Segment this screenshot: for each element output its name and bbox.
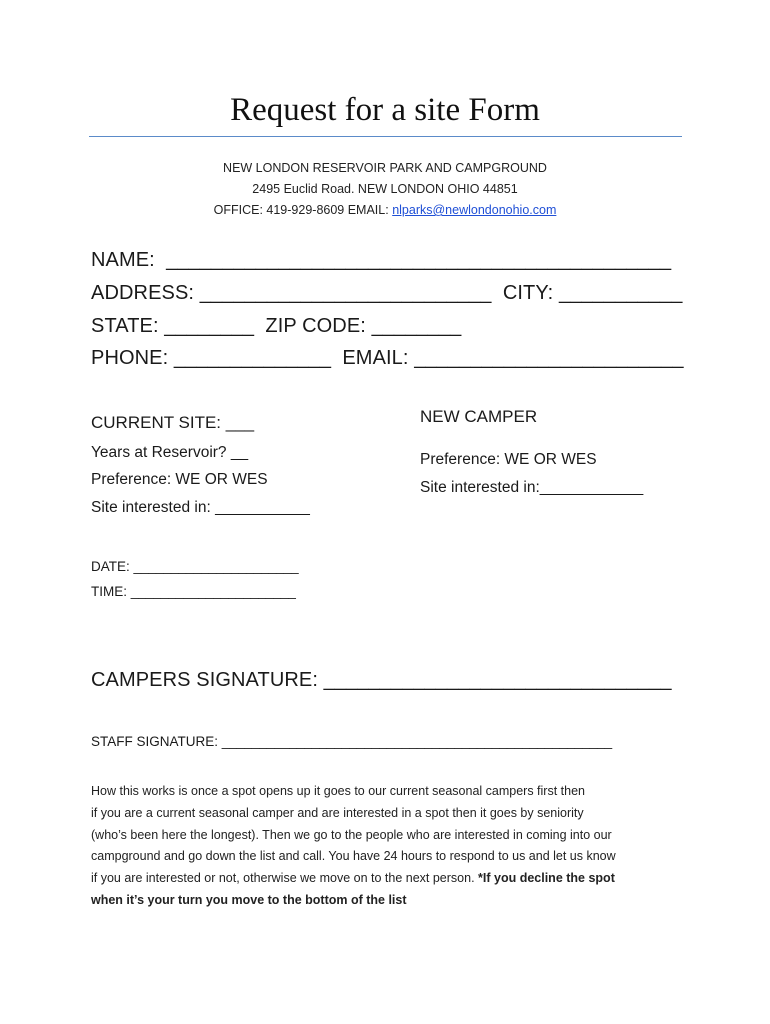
decline-warning: *If you decline the spot — [478, 871, 615, 886]
paragraph-line: (who’s been here the longest). Then we go to the people who are interested in coming into our — [91, 827, 612, 842]
current-preference-field: Preference: WE OR WES — [91, 471, 268, 488]
paragraph-line: How this works is once a spot opens up it goes to our current seasonal campers first then — [91, 784, 585, 798]
park-address: 2495 Euclid Road. NEW LONDON OHIO 44851 — [252, 182, 518, 196]
office-contact — [0, 203, 770, 217]
new-camper-preference-field: Preference: WE OR WES — [420, 451, 597, 468]
new-camper-heading: NEW CAMPER — [420, 407, 538, 426]
state-zip-field[interactable]: STATE: ________ ZIP CODE: ________ — [91, 315, 462, 337]
years-at-reservoir-field[interactable]: Years at Reservoir? __ — [91, 444, 249, 461]
decline-warning-continued: when it’s your turn you move to the bottom of the list — [91, 892, 407, 907]
title-divider — [89, 136, 682, 137]
instructions-paragraph — [91, 781, 691, 912]
date-field[interactable]: DATE: ______________________ — [91, 559, 299, 574]
new-camper-site-interested-field[interactable]: Site interested in:____________ — [420, 479, 644, 496]
office-phone-label: OFFICE: 419-929-8609 EMAIL: — [213, 203, 393, 217]
paragraph-line: if you are a current seasonal camper and are interested in a spot then it goes by seniority — [91, 805, 584, 820]
staff-signature-field[interactable]: STAFF SIGNATURE: ____________________________________________________ — [91, 734, 613, 749]
paragraph-text: if you are interested or not, otherwise we move on to the next person. — [91, 871, 479, 886]
paragraph-line: campground and go down the list and call. You have 24 hours to respond to us and let us know — [91, 849, 616, 864]
campers-signature-field[interactable]: CAMPERS SIGNATURE: _______________________________ — [91, 669, 672, 691]
name-field[interactable]: NAME: _____________________________________________ — [91, 249, 672, 271]
current-site-heading[interactable]: CURRENT SITE: ___ — [91, 413, 255, 432]
time-field[interactable]: TIME: ______________________ — [91, 584, 296, 599]
form-title: Request for a site Form — [230, 92, 540, 128]
paragraph-line — [91, 868, 691, 890]
current-site-interested-field[interactable]: Site interested in: ___________ — [91, 499, 310, 516]
phone-email-field[interactable]: PHONE: ______________ EMAIL: ________________________ — [91, 347, 684, 369]
park-name: NEW LONDON RESERVOIR PARK AND CAMPGROUND — [223, 161, 547, 175]
email-link[interactable]: nlparks@newlondonohio.com — [392, 203, 557, 217]
address-city-field[interactable]: ADDRESS: __________________________ CITY: ___________ — [91, 282, 683, 304]
